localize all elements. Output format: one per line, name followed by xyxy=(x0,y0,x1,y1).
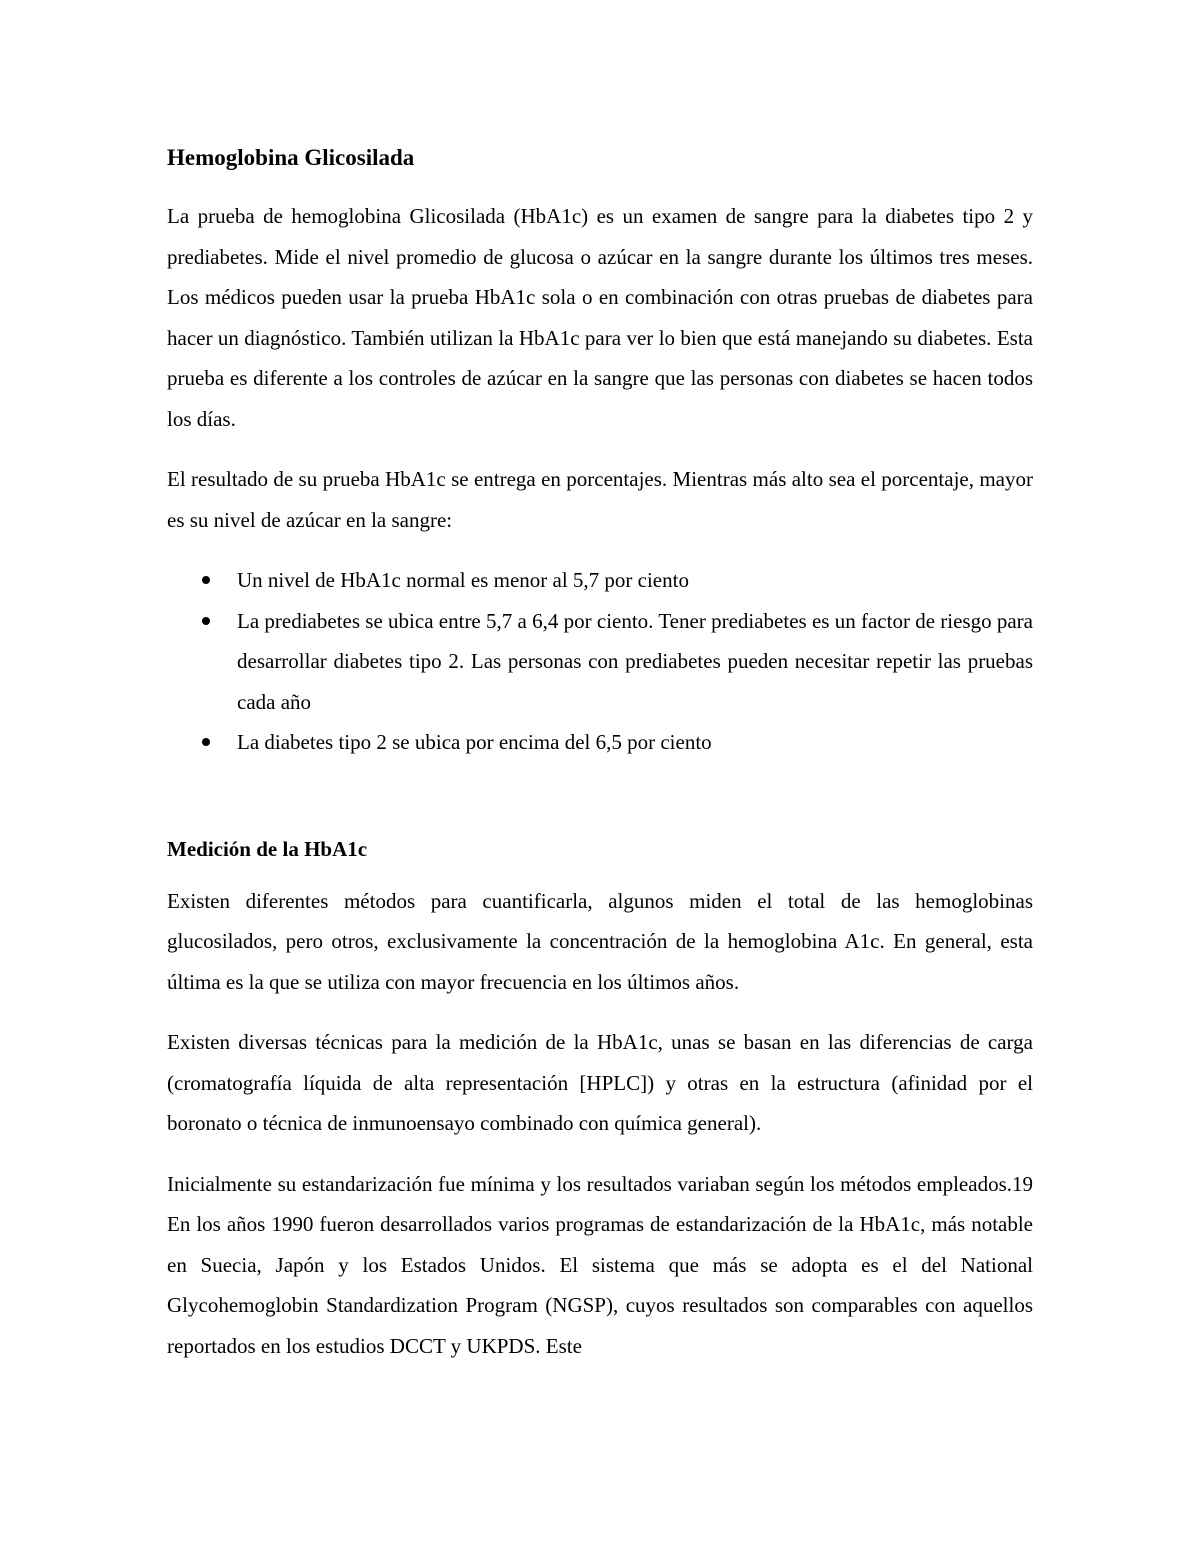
intro-paragraph-1: La prueba de hemoglobina Glicosilada (HbA1c) es un examen de sangre para la diabetes tipo 2 y prediabetes. Mide el nivel promedio de glucosa o azúcar en la sangre durante los últimos tres meses. Los médicos pueden usar la prueba HbA1c sola o en combinación con otras pruebas de diabetes para hacer un diagnóstico. También utilizan la HbA1c para ver lo bien que está manejando su diabetes. Esta prueba es diferente a los controles de azúcar en la sangre que las personas con diabetes se hacen todos los días. xyxy=(167,204,1033,431)
list-item-text: La diabetes tipo 2 se ubica por encima del 6,5 por ciento xyxy=(237,730,712,754)
measure-paragraph-1: Existen diferentes métodos para cuantificarla, algunos miden el total de las hemoglobinas glucosilados, pero otros, exclusivamente la concentración de la hemoglobina A1c. En general, esta última es la que se utiliza con mayor frecuencia en los últimos años. xyxy=(167,888,1033,994)
list-item xyxy=(167,601,1033,723)
list-item xyxy=(167,722,1033,763)
bullet-icon xyxy=(202,576,210,584)
measure-paragraph-2: Existen diversas técnicas para la medición de la HbA1c, unas se basan en las diferencias de carga (cromatografía líquida de alta representación [HPLC]) y otras en la estructura (afinidad por el boronato o técnica de inmunoensayo combinado con química general). xyxy=(167,1030,1033,1135)
bullet-icon xyxy=(202,617,210,625)
intro-paragraph-2: El resultado de su prueba HbA1c se entrega en porcentajes. Mientras más alto sea el porcentaje, mayor es su nivel de azúcar en la sangre: xyxy=(167,467,1033,532)
measure-paragraph-3: Inicialmente su estandarización fue mínima y los resultados variaban según los métodos empleados.19 En los años 1990 fueron desarrollados varios programas de estandarización de la HbA1c, más notable en Suecia, Japón y los Estados Unidos. El sistema que más se adopta es el del National Glycohemoglobin Standardization Program (NGSP), cuyos resultados son comparables con aquellos reportados en los estudios DCCT y UKPDS. Este xyxy=(167,1171,1033,1358)
list-item-text: Un nivel de HbA1c normal es menor al 5,7 por ciento xyxy=(237,568,689,592)
section-title: Medición de la HbA1c xyxy=(167,836,368,861)
list-item xyxy=(167,560,1033,601)
document-title: Hemoglobina Glicosilada xyxy=(167,145,415,170)
hba1c-levels-list xyxy=(167,560,1033,763)
document-page xyxy=(167,140,1033,1386)
bullet-icon xyxy=(202,738,210,746)
list-item-text: La prediabetes se ubica entre 5,7 a 6,4 por ciento. Tener prediabetes es un factor de riesgo para desarrollar diabetes tipo 2. Las personas con prediabetes pueden necesitar repetir las pruebas cada año xyxy=(237,608,1033,714)
